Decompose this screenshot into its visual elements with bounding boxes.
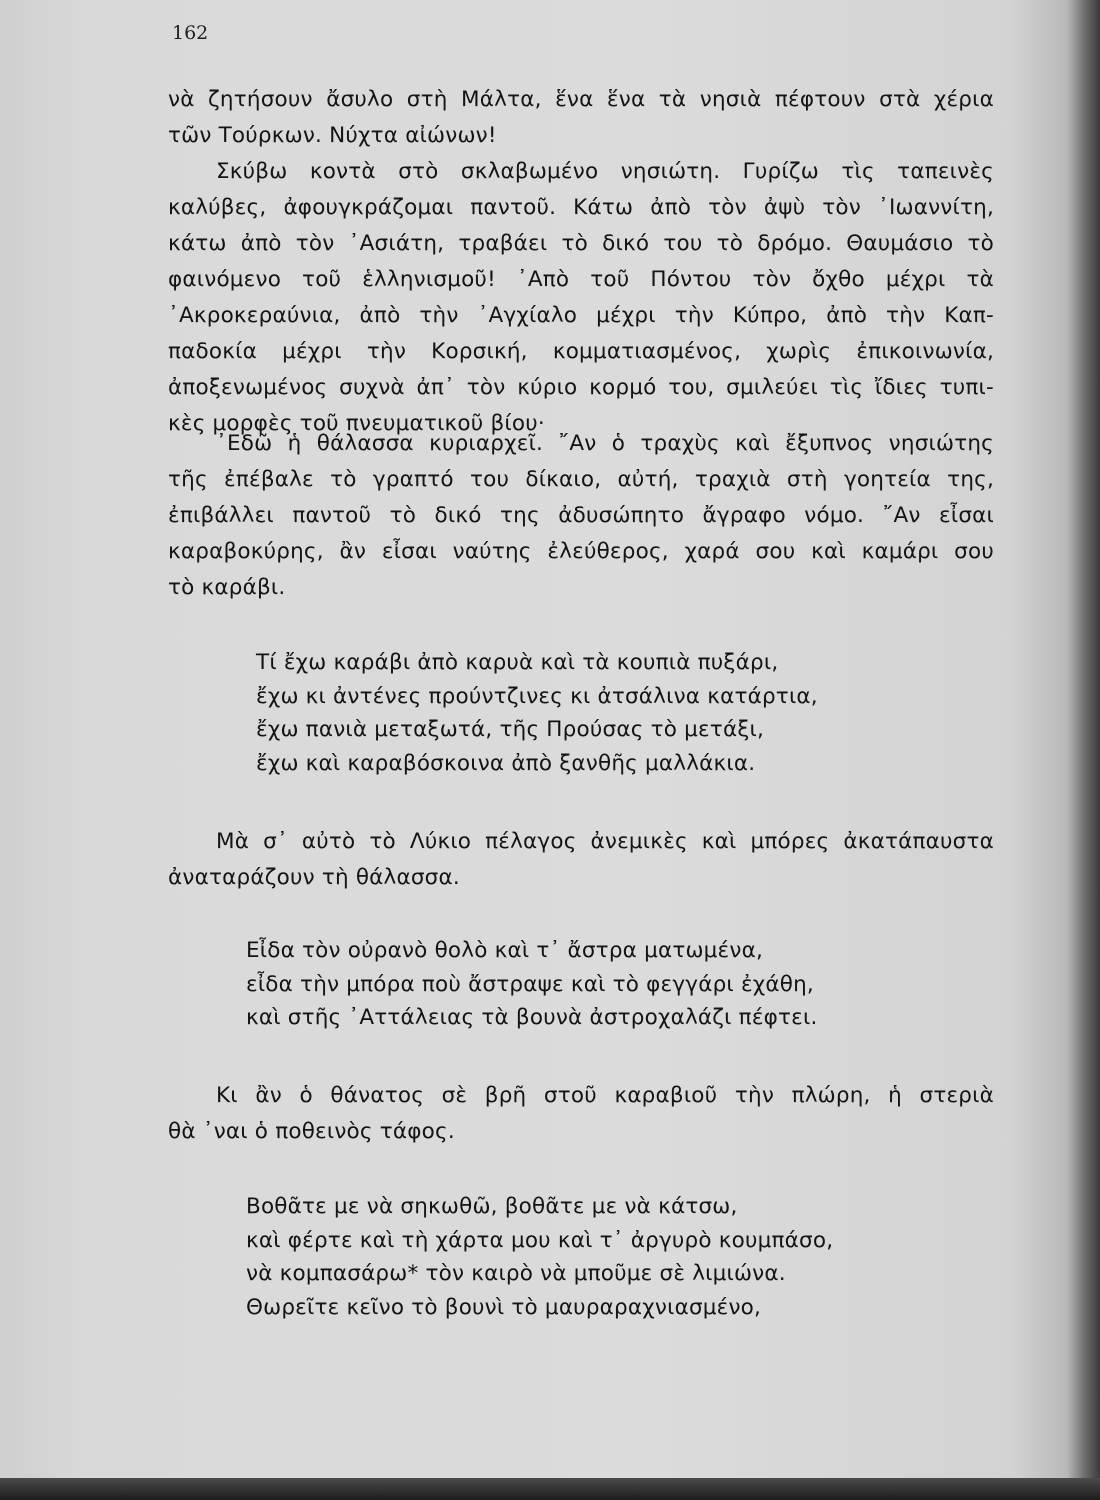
text-line: ᾿Ακροκεραύνια, ἀπὸ τὴν ᾿Αγχίαλο μέχρι τὴν Κύπρο, ἀπὸ τὴν Καπ- bbox=[168, 303, 994, 328]
text-line: ἀποξενωμένος συχνὰ ἀπ᾿ τὸν κύριο κορμό του, σμιλεύει τὶς ἴδιες τυπι- bbox=[168, 375, 994, 400]
verse-ship bbox=[256, 646, 1016, 780]
text-line: καραβοκύρης, ἂν εἶσαι ναύτης ἐλεύθερος, χαρά σου καὶ καμάρι σου bbox=[168, 539, 994, 564]
text-line: καλύβες, ἀφουγκράζομαι παντοῦ. Κάτω ἀπὸ τὸν ἀψὺ τὸν ᾿Ιωαννίτη, bbox=[168, 195, 994, 220]
paragraph-death bbox=[168, 1078, 994, 1150]
page-bottom-edge bbox=[0, 1478, 1100, 1500]
text-line: τῆς ἐπέβαλε τὸ γραπτό του δίκαιο, αὐτή, τραχιὰ στὴ γοητεία της, bbox=[168, 467, 994, 492]
paragraph-islander bbox=[168, 154, 994, 442]
verse-line: ἔχω πανιὰ μεταξωτά, τῆς Προύσας τὸ μετάξι, bbox=[256, 717, 765, 742]
verse-line: Τί ἔχω καράβι ἀπὸ καρυὰ καὶ τὰ κουπιὰ πυξάρι, bbox=[256, 650, 779, 675]
verse-line: νὰ κομπασάρω* τὸν καιρὸ νὰ μποῦμε σὲ λιμιώνα. bbox=[246, 1261, 786, 1286]
text-line: τῶν Τούρκων. Νύχτα αἰώνων! bbox=[168, 123, 497, 148]
verse-line: Θωρεῖτε κεῖνο τὸ βουνὶ τὸ μαυραραχνιασμένο, bbox=[246, 1294, 762, 1320]
text-line: τὸ καράβι. bbox=[168, 575, 286, 600]
paragraph-lycian-sea bbox=[168, 824, 994, 896]
text-line: ἀναταράζουν τὴ θάλασσα. bbox=[168, 865, 460, 890]
text-line: Μὰ σ᾿ αὐτὸ τὸ Λύκιο πέλαγος ἀνεμικὲς καὶ μπόρες ἀκατάπαυστα bbox=[216, 829, 994, 854]
verse-line: Εἶδα τὸν οὐρανὸ θολὸ καὶ τ᾿ ἄστρα ματωμένα, bbox=[246, 938, 763, 963]
verse-line: Βοθᾶτε με νὰ σηκωθῶ, βοθᾶτε με νὰ κάτσω, bbox=[246, 1194, 738, 1219]
verse-line: ἔχω καὶ καραβόσκοινα ἀπὸ ξανθῆς μαλλάκια. bbox=[256, 750, 756, 776]
text-line: φαινόμενο τοῦ ἑλληνισμοῦ! ᾿Απὸ τοῦ Πόντου τὸν ὄχθο μέχρι τὰ bbox=[168, 267, 994, 292]
text-line: κάτω ἀπὸ τὸν ᾿Ασιάτη, τραβάει τὸ δικό του τὸ δρόμο. Θαυμάσιο τὸ bbox=[168, 231, 994, 256]
text-line: νὰ ζητήσουν ἄσυλο στὴ Μάλτα, ἕνα ἕνα τὰ νησιὰ πέφτουν στὰ χέρια bbox=[168, 87, 994, 112]
page-number: 162 bbox=[172, 22, 209, 44]
text-line: Σκύβω κοντὰ στὸ σκλαβωμένο νησιώτη. Γυρίζω τὶς ταπεινὲς bbox=[216, 159, 994, 184]
text-line: Κι ἂν ὁ θάνατος σὲ βρῆ στοῦ καραβιοῦ τὴν πλώρη, ἡ στεριὰ bbox=[216, 1083, 994, 1108]
verse-line: ἔχω κι ἀντένες προύντζινες κι ἀτσάλινα κατάρτια, bbox=[256, 683, 818, 709]
paragraph-malta bbox=[168, 82, 994, 154]
verse-line: καὶ φέρτε καὶ τὴ χάρτα μου καὶ τ᾿ ἀργυρὸ κουμπάσο, bbox=[246, 1227, 834, 1253]
verse-line: εἶδα τὴν μπόρα ποὺ ἄστραψε καὶ τὸ φεγγάρι ἐχάθη, bbox=[246, 971, 814, 997]
verse-line: καὶ στῆς ᾿Αττάλειας τὰ βουνὰ ἀστροχαλάζι πέφτει. bbox=[246, 1005, 818, 1030]
verse-storm bbox=[246, 934, 1006, 1035]
text-line: παδοκία μέχρι τὴν Κορσική, κομματιασμένος, χωρὶς ἐπικοινωνία, bbox=[168, 339, 994, 364]
verse-help bbox=[246, 1190, 1006, 1324]
text-line: ἐπιβάλλει παντοῦ τὸ δικό της ἀδυσώπητο ἄγραφο νόμο. ῎Αν εἶσαι bbox=[168, 503, 994, 528]
paragraph-sea bbox=[168, 426, 994, 606]
text-line: θὰ ᾿ναι ὁ ποθεινὸς τάφος. bbox=[168, 1119, 455, 1144]
text-line: ᾿Εδῶ ἡ θάλασσα κυριαρχεῖ. ῎Αν ὁ τραχὺς καὶ ἔξυπνος νησιώτης bbox=[216, 431, 994, 456]
text-line: κὲς μορφὲς τοῦ πνευματικοῦ βίου· bbox=[168, 411, 545, 436]
